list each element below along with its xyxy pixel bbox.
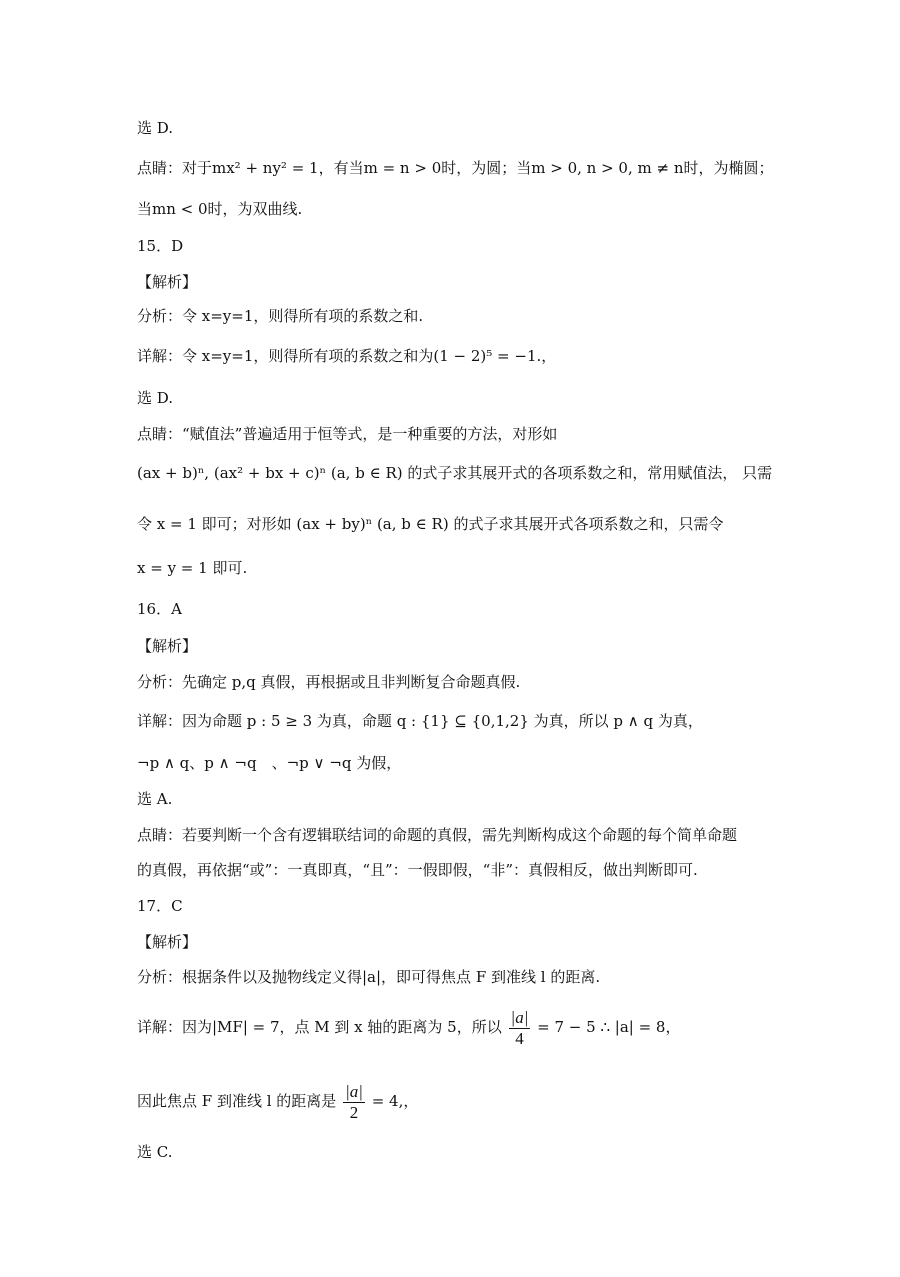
fraction-denominator: 2 <box>349 1102 359 1122</box>
text-line: 分析：先确定 p,q 真假，再根据或且非判断复合命题真假. <box>137 673 521 691</box>
text-line: 选 D. <box>137 389 174 407</box>
text-line <box>137 1006 680 1049</box>
fraction-denominator: 4 <box>515 1028 524 1048</box>
answer-heading: 15．D <box>137 237 184 255</box>
text-line: 的真假，再依据“或”：一真即真，“且”：一假即假，“非”：真假相反，做出判断即可. <box>137 861 698 879</box>
text-line: 点睛：若要判断一个含有逻辑联结词的命题的真假，需先判断构成这个命题的每个简单命题 <box>137 826 738 844</box>
fraction <box>343 1082 365 1123</box>
text-line: 详解：令 x=y=1，则得所有项的系数之和为(1 − 2)⁵ = −1.， <box>137 347 557 365</box>
text-segment: = 7 − 5 ∴ |a| = 8， <box>537 1018 681 1036</box>
section-label: 【解析】 <box>137 273 198 291</box>
fraction-numerator: |a| <box>345 1081 363 1101</box>
text-line: 选 A. <box>137 790 173 808</box>
text-line: x = y = 1 即可. <box>137 559 248 577</box>
text-line: 令 x = 1 即可；对形如 (ax + by)ⁿ (a, b ∈ R) 的式子求其展开式各项系数之和，只需令 <box>137 515 724 533</box>
text-line: 点睛：对于mx² + ny² = 1，有当m = n > 0时，为圆；当m > 0, n > 0, m ≠ n时，为椭圆； <box>137 159 774 177</box>
section-label: 【解析】 <box>137 933 198 951</box>
text-line: ¬p ∧ q、p ∧ ¬q 、¬p ∨ ¬q 为假， <box>137 754 402 772</box>
text-line: 分析：令 x=y=1，则得所有项的系数之和. <box>137 307 424 325</box>
text-line: 当mn < 0时，为双曲线. <box>137 200 303 218</box>
text-line: 选 D. <box>137 119 174 137</box>
text-line: (ax + b)ⁿ, (ax² + bx + c)ⁿ (a, b ∈ R) 的式子求其展开式的各项系数之和，常用赋值法， 只需 <box>137 464 773 482</box>
answer-heading: 16．A <box>137 600 182 618</box>
text-line: 选 C. <box>137 1143 173 1161</box>
answer-heading: 17．C <box>137 897 183 915</box>
text-segment: = 4,， <box>371 1092 419 1110</box>
text-line: 点睛：“赋值法”普遍适用于恒等式，是一种重要的方法，对形如 <box>137 425 558 443</box>
text-segment: 详解：因为|MF| = 7，点 M 到 x 轴的距离为 5，所以 <box>137 1018 502 1036</box>
text-line: 分析：根据条件以及抛物线定义得|a|，即可得焦点 F 到准线 l 的距离. <box>137 968 601 986</box>
fraction <box>509 1008 531 1049</box>
text-line: 详解：因为命题 p : 5 ≥ 3 为真，命题 q : {1} ⊆ {0,1,2} 为真，所以 p ∧ q 为真， <box>137 712 703 730</box>
text-segment: 因此焦点 F 到准线 l 的距离是 <box>137 1092 337 1110</box>
section-label: 【解析】 <box>137 637 198 655</box>
text-line <box>137 1080 418 1123</box>
fraction-numerator: |a| <box>510 1007 529 1027</box>
